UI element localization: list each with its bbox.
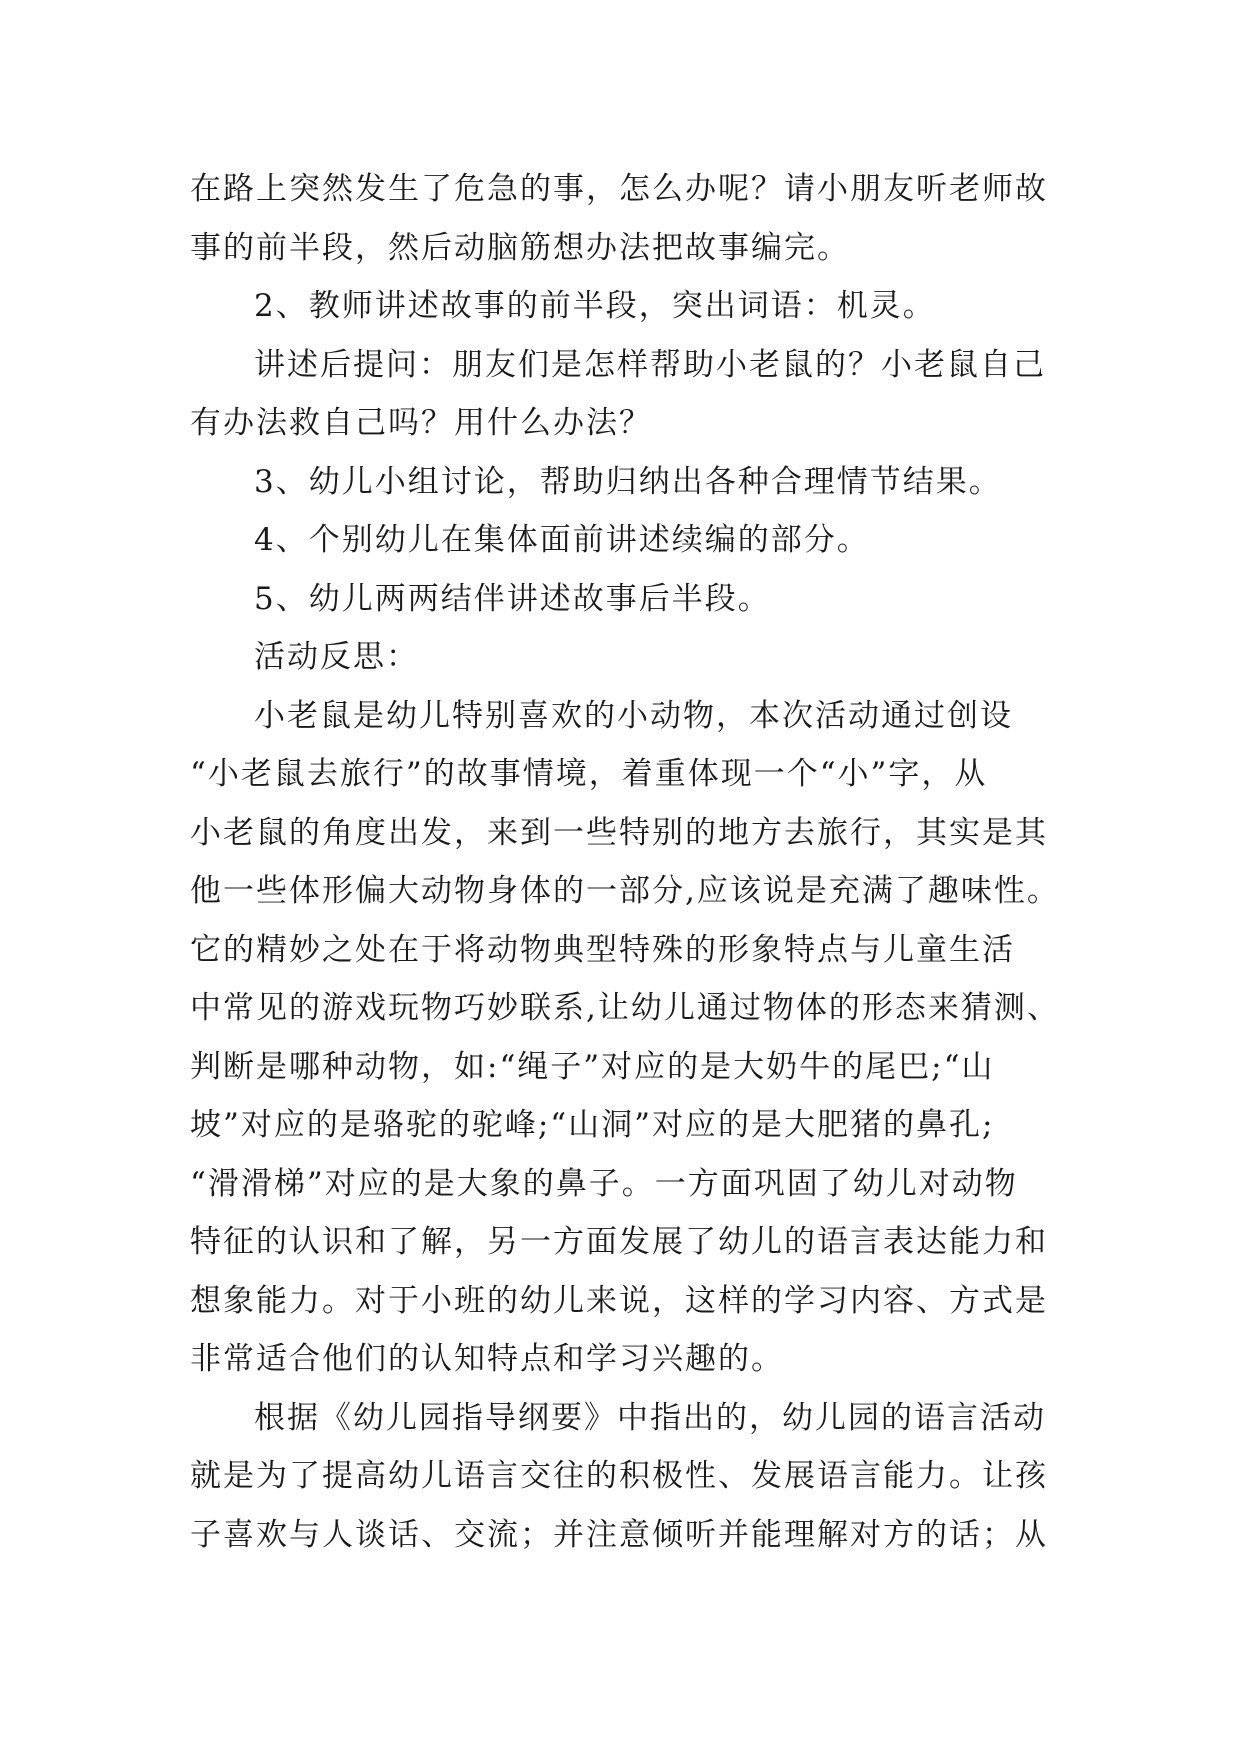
text-line: 坡”对应的是骆驼的驼峰;“山洞”对应的是大肥猪的鼻孔; xyxy=(190,1107,995,1143)
text-line: 特征的认识和了解，另一方面发展了幼儿的语言表达能力和 xyxy=(190,1224,1048,1260)
text-line: 判断是哪种动物，如:“绳子”对应的是大奶牛的尾巴;“山 xyxy=(190,1048,995,1085)
section-heading: 活动反思： xyxy=(254,639,419,675)
text-line: “滑滑梯”对应的是大象的鼻子。一方面巩固了幼儿对动物 xyxy=(190,1165,1018,1202)
text-line: 他一些体形偏大动物身体的一部分,应该说是充满了趣味性。 xyxy=(190,873,1060,909)
text-line: 小老鼠的角度出发，来到一些特别的地方去旅行，其实是其 xyxy=(190,814,1048,851)
text-line: 讲述后提问：朋友们是怎样帮助小老鼠的？小老鼠自己 xyxy=(254,346,1046,383)
text-line: 在路上突然发生了危急的事，怎么办呢？请小朋友听老师故 xyxy=(190,171,1048,207)
text-line: 小老鼠是幼儿特别喜欢的小动物，本次活动通过创设 xyxy=(254,697,1013,734)
text-line: 子喜欢与人谈话、交流；并注意倾听并能理解对方的话；从 xyxy=(190,1516,1048,1553)
text-line: 有办法救自己吗？用什么办法？ xyxy=(190,405,652,441)
text-line: 想象能力。对于小班的幼儿来说，这样的学习内容、方式是 xyxy=(190,1282,1048,1319)
text-line: 事的前半段，然后动脑筋想办法把故事编完。 xyxy=(190,229,850,266)
text-line: 就是为了提高幼儿语言交往的积极性、发展语言能力。让孩 xyxy=(190,1458,1048,1494)
text-line: “小老鼠去旅行”的故事情境，着重体现一个“小”字，从 xyxy=(190,756,988,792)
text-line: 根据《幼儿园指导纲要》中指出的，幼儿园的语言活动 xyxy=(254,1399,1046,1436)
text-line: 它的精妙之处在于将动物典型特殊的形象特点与儿童生活 xyxy=(190,931,1015,968)
text-line: 4、个别幼儿在集体面前讲述续编的部分。 xyxy=(254,522,870,558)
text-line: 非常适合他们的认知特点和学习兴趣的。 xyxy=(190,1341,784,1377)
document-body xyxy=(190,160,1070,1564)
text-line: 中常见的游戏玩物巧妙联系,让幼儿通过物体的形态来猜测、 xyxy=(190,990,1060,1026)
text-line: 3、幼儿小组讨论，帮助归纳出各种合理情节结果。 xyxy=(254,463,1002,500)
text-line: 5、幼儿两两结伴讲述故事后半段。 xyxy=(254,580,771,617)
text-line: 2、教师讲述故事的前半段，突出词语：机灵。 xyxy=(254,288,936,324)
